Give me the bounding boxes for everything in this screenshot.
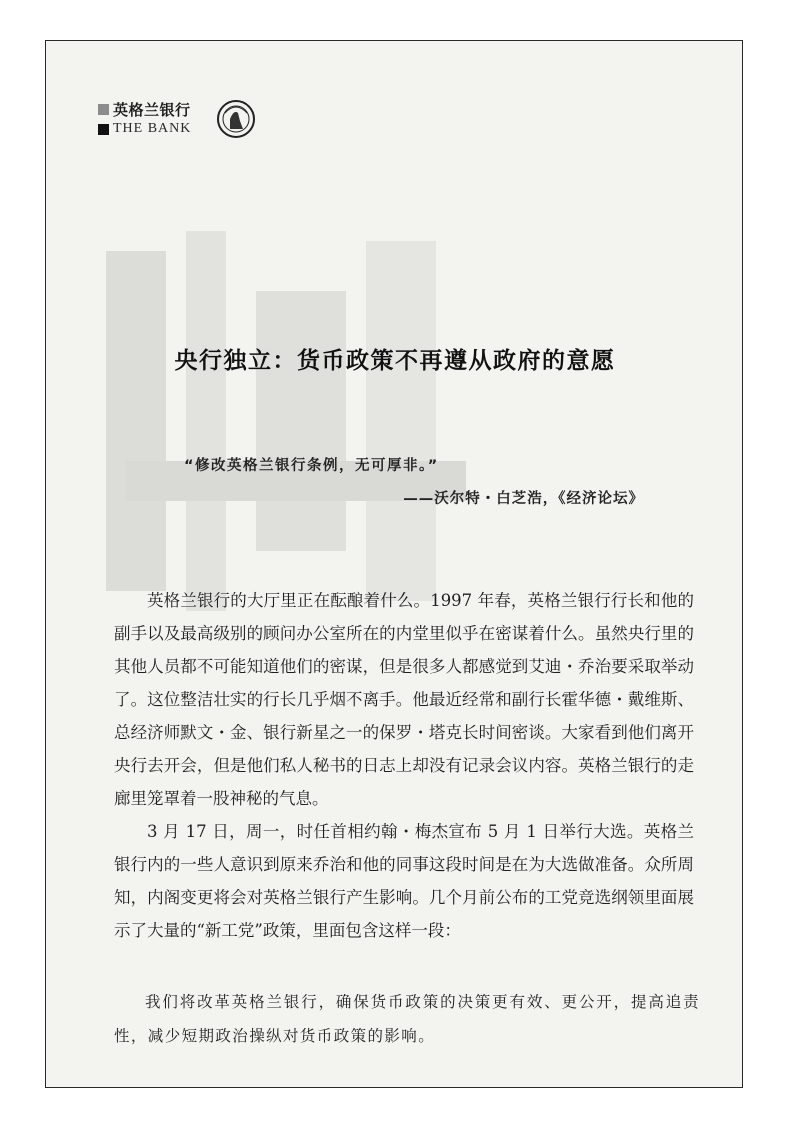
header-square-icon <box>98 124 109 135</box>
block-quote-text: 我们将改革英格兰银行，确保货币政策的决策更有效、更公开，提高追责性，减少短期政治操纵对货币政策的影响。 <box>114 993 700 1045</box>
paragraph: 英格兰银行的大厅里正在酝酿着什么。1997 年春，英格兰银行行长和他的副手以及最高级别的顾问办公室所在的内堂里似乎在密谋着什么。虽然央行里的其他人员都不可能知道他们的密谋，但是很多人都感觉到艾迪・乔治要采取举动了。这位整洁壮实的行长几乎烟不离手。他最近经常和副行长霍华德・戴维斯、总经济师默文・金、银行新星之一的保罗・塔克长时间密谈。大家看到他们离开央行去开会，但是他们私人秘书的日志上却没有记录会议内容。英格兰银行的走廊里笼罩着一股神秘的气息。 <box>114 591 694 808</box>
epigraph-quote: “修改英格兰银行条例，无可厚非。” <box>184 458 439 474</box>
epigraph-attribution: ——沃尔特・白芝浩，《经济论坛》 <box>403 491 644 507</box>
paragraph: 3 月 17 日，周一，时任首相约翰・梅杰宣布 5 月 1 日举行大选。英格兰银行内的一些人意识到原来乔治和他的同事这段时间是在为大选做准备。众所周知，内阁变更将会对英格兰银行产生影响。几个月前公布的工党竞选纲领里面展示了大量的“新工党”政策，里面包含这样一段： <box>114 822 694 940</box>
header-square-icon <box>98 104 109 115</box>
header-title: 英格兰银行 <box>113 100 191 119</box>
chapter-title: 央行独立：货币政策不再遵从政府的意愿 <box>174 348 616 374</box>
running-header <box>98 99 318 141</box>
body-text <box>114 584 694 947</box>
bank-seal-logo <box>216 99 256 139</box>
block-quote <box>114 985 700 1053</box>
book-page <box>45 40 743 1088</box>
header-subtitle: THE BANK <box>113 121 192 136</box>
background-photo-ghost <box>106 231 486 611</box>
